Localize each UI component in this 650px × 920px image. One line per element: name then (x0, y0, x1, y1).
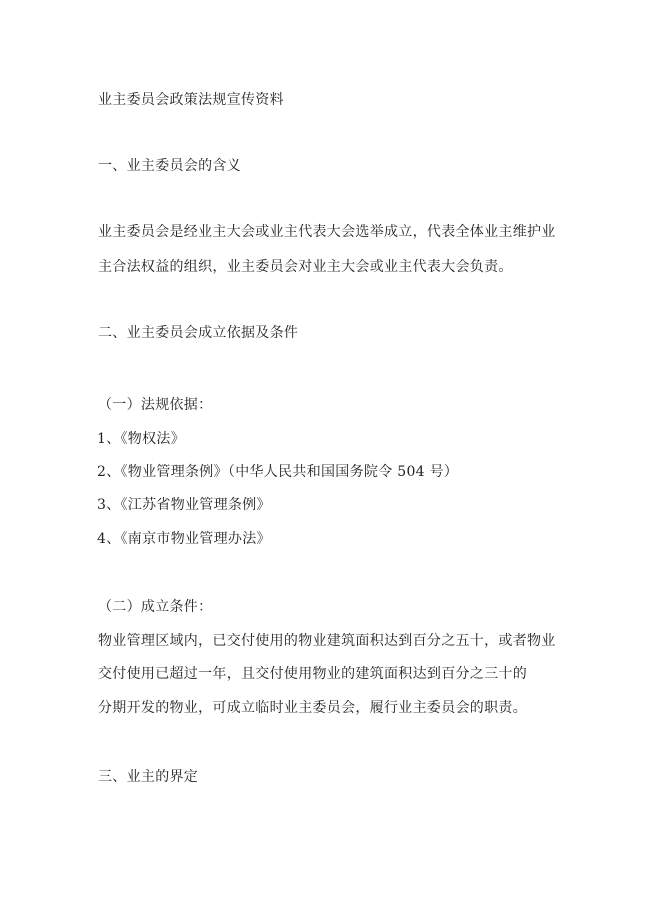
law-list-item: 1、《物权法》 (97, 431, 186, 447)
conditions-paragraph-line-3: 分期开发的物业，可成立临时业主委员会，履行业主委员会的职责。 (98, 700, 527, 716)
law-list-item: 4、《南京市物业管理办法》 (97, 531, 271, 547)
section-3-heading: 三、业主的界定 (98, 769, 199, 785)
section-2-sub-1-heading: （一）法规依据： (98, 397, 213, 413)
section-2-sub-2-heading: （二）成立条件： (98, 599, 213, 615)
conditions-paragraph-line-2: 交付使用已超过一年，且交付使用物业的建筑面积达到百分之三十的 (98, 666, 527, 682)
law-list-item: 3、《江苏省物业管理条例》 (97, 497, 271, 513)
conditions-paragraph-line-1: 物业管理区域内，已交付使用的物业建筑面积达到百分之五十，或者物业 (98, 633, 556, 649)
section-1-paragraph-line-1: 业主委员会是经业主大会或业主代表大会选举成立，代表全体业主维护业 (98, 224, 556, 240)
document-title: 业主委员会政策法规宣传资料 (98, 92, 284, 108)
law-list-item: 2、《物业管理条例》（中华人民共和国国务院令 504 号） (97, 464, 459, 480)
section-1-heading: 一、业主委员会的含义 (98, 158, 241, 174)
section-1-paragraph-line-2: 主合法权益的组织，业主委员会对业主大会或业主代表大会负责。 (98, 259, 513, 275)
section-2-heading: 二、业主委员会成立依据及条件 (98, 325, 299, 341)
